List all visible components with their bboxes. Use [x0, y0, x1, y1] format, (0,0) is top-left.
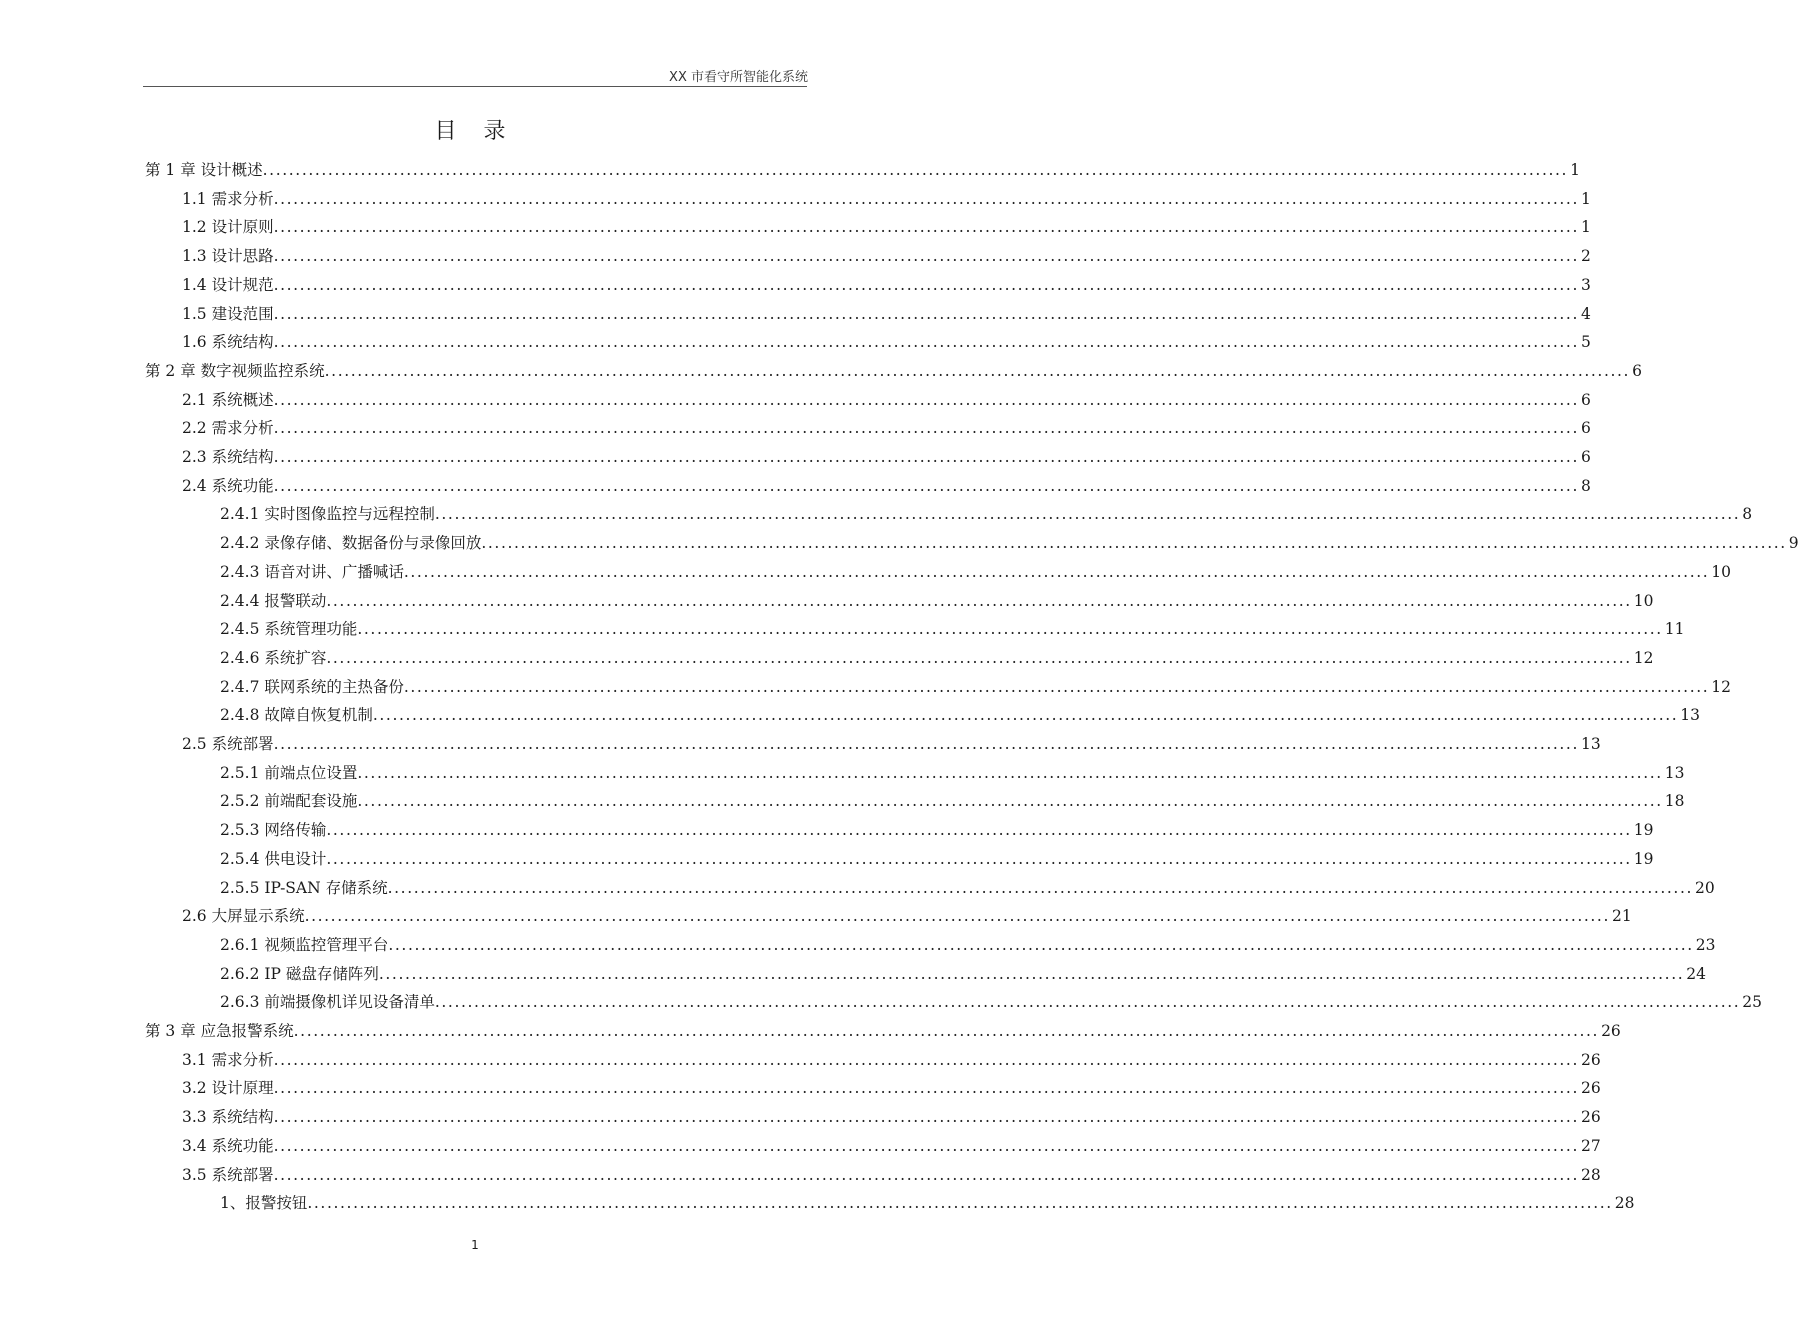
toc-entry[interactable]	[220, 589, 1654, 618]
toc-entry-page: 13	[1580, 735, 1601, 753]
toc-leader-dots: ........................................................................................................................................................................................................	[388, 935, 1694, 954]
toc-leader-dots: ........................................................................................................................................................................................................	[326, 648, 1632, 667]
toc-entry-label: 3.2 设计原理	[182, 1079, 274, 1098]
toc-entry-label: 2.4.4 报警联动	[220, 591, 327, 610]
toc-entry[interactable]	[220, 502, 1753, 531]
toc-entry[interactable]	[220, 1191, 1635, 1220]
toc-leader-dots: ........................................................................................................................................................................................................	[326, 821, 1632, 840]
toc-leader-dots: ........................................................................................................................................................................................................	[307, 1194, 1613, 1213]
toc-entry-page: 25	[1742, 993, 1763, 1012]
toc-leader-dots: ........................................................................................................................................................................................................	[357, 763, 1663, 782]
toc-entry-label: 1.2 设计原则	[182, 218, 274, 237]
toc-entry-label: 2.4.1 实时图像监控与远程控制	[220, 505, 435, 524]
toc-entry[interactable]	[220, 560, 1732, 589]
toc-leader-dots: ........................................................................................................................................................................................................	[273, 419, 1579, 438]
toc-entry-page: 13	[1680, 706, 1701, 725]
toc-title: 目 录	[434, 119, 516, 144]
toc-entry-label: 第 3 章 应急报警系统	[145, 1022, 294, 1040]
toc-entry-label: 2.4.6 系统扩容	[220, 648, 327, 667]
header-rule	[143, 86, 807, 87]
toc-entry-label: 2.4.5 系统管理功能	[220, 620, 358, 639]
toc-entry[interactable]	[182, 1105, 1601, 1134]
toc-entry-page: 23	[1695, 935, 1716, 954]
toc-entry-page: 20	[1695, 878, 1715, 897]
toc-entry-page: 18	[1664, 792, 1685, 811]
toc-entry-label: 2.3 系统结构	[182, 448, 274, 466]
toc-entry-page: 24	[1686, 964, 1706, 983]
toc-entry[interactable]	[220, 933, 1716, 962]
toc-entry-page: 3	[1580, 275, 1591, 294]
toc-entry-page: 2	[1580, 247, 1591, 266]
toc-entry[interactable]	[220, 990, 1763, 1019]
toc-entry-label: 2.5.3 网络传输	[220, 821, 327, 840]
toc-leader-dots: ........................................................................................................................................................................................................	[403, 562, 1710, 581]
toc-leader-dots: ........................................................................................................................................................................................................	[293, 1022, 1600, 1040]
toc-leader-dots: ........................................................................................................................................................................................................	[273, 189, 1579, 208]
toc-entry-page: 10	[1633, 591, 1654, 610]
toc-leader-dots: ........................................................................................................................................................................................................	[273, 476, 1579, 495]
toc-entry-page: 26	[1580, 1050, 1601, 1069]
toc-entry-page: 19	[1633, 821, 1654, 840]
toc-leader-dots: ........................................................................................................................................................................................................	[326, 849, 1632, 868]
toc-entry[interactable]	[182, 1048, 1601, 1077]
toc-entry-page: 21	[1611, 907, 1632, 926]
toc-entry-label: 1.4 设计规范	[182, 275, 274, 294]
toc-entry-label: 第 1 章 设计概述	[145, 161, 263, 179]
toc-leader-dots: ........................................................................................................................................................................................................	[324, 361, 1631, 380]
toc-entry-label: 2.5.5 IP-SAN 存储系统	[220, 878, 388, 897]
toc-entry[interactable]	[145, 359, 1642, 388]
toc-entry-page: 1	[1570, 161, 1580, 179]
toc-entry[interactable]	[220, 818, 1654, 847]
toc-entry[interactable]	[145, 1019, 1621, 1048]
toc-leader-dots: ........................................................................................................................................................................................................	[273, 275, 1579, 294]
toc-entry-page: 1	[1580, 218, 1591, 237]
toc-leader-dots: ........................................................................................................................................................................................................	[273, 333, 1579, 352]
toc-entry-page: 6	[1580, 390, 1591, 409]
toc-entry-label: 3.4 系统功能	[182, 1136, 274, 1155]
toc-entry-page: 4	[1580, 304, 1591, 323]
toc-entry[interactable]	[220, 876, 1715, 905]
toc-entry-label: 2.6 大屏显示系统	[182, 907, 305, 926]
page-number: 1	[471, 1238, 479, 1252]
toc-entry[interactable]	[220, 675, 1732, 704]
toc-entry-label: 2.5 系统部署	[182, 735, 274, 753]
toc-entry-label: 2.4.7 联网系统的主热备份	[220, 677, 404, 696]
toc-entry[interactable]	[220, 962, 1706, 991]
toc-entry-label: 1.6 系统结构	[182, 333, 274, 352]
toc-entry-label: 2.2 需求分析	[182, 419, 274, 438]
toc-entry-page: 1	[1580, 189, 1591, 208]
toc-entry-page: 9	[1788, 534, 1799, 553]
toc-leader-dots: ........................................................................................................................................................................................................	[273, 1108, 1579, 1127]
toc-entry-label: 1.1 需求分析	[182, 189, 274, 208]
toc-entry[interactable]	[220, 789, 1685, 818]
toc-entry[interactable]	[182, 388, 1591, 417]
toc-entry-label: 2.1 系统概述	[182, 390, 274, 409]
toc-entry[interactable]	[220, 703, 1701, 732]
toc-entry[interactable]	[220, 531, 1799, 560]
toc-entry-page: 5	[1580, 333, 1591, 352]
toc-entry-label: 2.4.3 语音对讲、广播喊话	[220, 562, 404, 581]
toc-leader-dots: ........................................................................................................................................................................................................	[262, 161, 1569, 179]
toc-leader-dots: ........................................................................................................................................................................................................	[273, 1136, 1579, 1155]
toc-leader-dots: ........................................................................................................................................................................................................	[273, 247, 1579, 266]
toc-entry-label: 1.3 设计思路	[182, 247, 274, 266]
toc-entry[interactable]	[182, 244, 1591, 273]
toc-leader-dots: ........................................................................................................................................................................................................	[434, 505, 1741, 524]
toc-entry-page: 26	[1580, 1108, 1601, 1127]
toc-entry-label: 3.1 需求分析	[182, 1050, 274, 1069]
toc-entry[interactable]	[182, 732, 1601, 761]
toc-entry-label: 3.5 系统部署	[182, 1165, 274, 1184]
toc-leader-dots: ........................................................................................................................................................................................................	[273, 1165, 1579, 1184]
toc-entry[interactable]	[182, 904, 1632, 933]
toc-entry[interactable]	[182, 1134, 1601, 1163]
toc-entry[interactable]	[182, 1163, 1601, 1192]
toc-leader-dots: ........................................................................................................................................................................................................	[273, 735, 1579, 753]
toc-entry[interactable]	[182, 1076, 1601, 1105]
toc-entry-page: 28	[1614, 1194, 1635, 1213]
toc-entry[interactable]	[220, 761, 1685, 790]
toc-entry-label: 1.5 建设范围	[182, 304, 274, 323]
toc-entry-page: 26	[1601, 1022, 1621, 1040]
toc-entry-page: 19	[1633, 849, 1654, 868]
toc-leader-dots: ........................................................................................................................................................................................................	[326, 591, 1632, 610]
toc-entry[interactable]	[220, 646, 1654, 675]
toc-entry-page: 26	[1580, 1079, 1601, 1098]
toc-leader-dots: ........................................................................................................................................................................................................	[434, 993, 1741, 1012]
toc-leader-dots: ........................................................................................................................................................................................................	[357, 792, 1663, 811]
toc-entry-label: 1、报警按钮	[220, 1194, 308, 1213]
toc-entry-label: 2.4.2 录像存储、数据备份与录像回放	[220, 534, 482, 553]
toc-entry-page: 8	[1580, 476, 1591, 495]
toc-entry-label: 2.6.3 前端摄像机详见设备清单	[220, 993, 435, 1012]
toc-leader-dots: ........................................................................................................................................................................................................	[273, 304, 1579, 323]
toc-leader-dots: ........................................................................................................................................................................................................	[378, 964, 1685, 983]
toc-entry-page: 6	[1632, 361, 1642, 380]
toc-leader-dots: ........................................................................................................................................................................................................	[357, 620, 1663, 639]
toc-entry-page: 12	[1633, 648, 1654, 667]
toc-entry-page: 12	[1711, 677, 1732, 696]
toc-entry-label: 2.5.4 供电设计	[220, 849, 327, 868]
toc-entry[interactable]	[182, 474, 1591, 503]
toc-leader-dots: ........................................................................................................................................................................................................	[273, 1079, 1579, 1098]
toc-entry-label: 2.6.2 IP 磁盘存储阵列	[220, 964, 379, 983]
toc-entry-label: 2.5.2 前端配套设施	[220, 792, 358, 811]
toc-leader-dots: ........................................................................................................................................................................................................	[372, 706, 1679, 725]
toc-entry-page: 27	[1580, 1136, 1601, 1155]
toc-entry-label: 2.6.1 视频监控管理平台	[220, 935, 389, 954]
toc-leader-dots: ........................................................................................................................................................................................................	[403, 677, 1710, 696]
toc-entry-label: 2.5.1 前端点位设置	[220, 763, 358, 782]
toc-entry[interactable]	[182, 215, 1591, 244]
toc-leader-dots: ........................................................................................................................................................................................................	[273, 448, 1579, 466]
toc-entry[interactable]	[182, 273, 1591, 302]
toc-entry-page: 6	[1580, 419, 1591, 438]
toc-leader-dots: ........................................................................................................................................................................................................	[273, 390, 1579, 409]
toc-entry[interactable]	[145, 158, 1580, 187]
running-header: XX 市看守所智能化系统	[669, 70, 808, 85]
toc-entry[interactable]	[182, 445, 1591, 474]
toc-entry-page: 11	[1664, 620, 1685, 639]
toc-entry-label: 第 2 章 数字视频监控系统	[145, 361, 325, 380]
toc-entry[interactable]	[182, 416, 1591, 445]
toc-entry-label: 3.3 系统结构	[182, 1108, 274, 1127]
toc-entry-page: 10	[1711, 562, 1732, 581]
toc-entry[interactable]	[220, 847, 1654, 876]
toc-entry[interactable]	[182, 187, 1591, 216]
toc-entry-page: 28	[1580, 1165, 1601, 1184]
toc-entry-page: 8	[1742, 505, 1753, 524]
toc-entry-label: 2.4.8 故障自恢复机制	[220, 706, 373, 725]
toc-entry-label: 2.4 系统功能	[182, 476, 274, 495]
toc-entry-page: 6	[1580, 448, 1591, 466]
toc-leader-dots: ........................................................................................................................................................................................................	[304, 907, 1610, 926]
toc-leader-dots: ........................................................................................................................................................................................................	[273, 1050, 1579, 1069]
toc-entry[interactable]	[182, 302, 1591, 331]
toc-leader-dots: ........................................................................................................................................................................................................	[387, 878, 1694, 897]
toc-leader-dots: ........................................................................................................................................................................................................	[273, 218, 1579, 237]
toc-entry[interactable]	[182, 330, 1591, 359]
toc-entry[interactable]	[220, 617, 1685, 646]
toc-leader-dots: ........................................................................................................................................................................................................	[481, 534, 1787, 553]
toc-entry-page: 13	[1664, 763, 1685, 782]
